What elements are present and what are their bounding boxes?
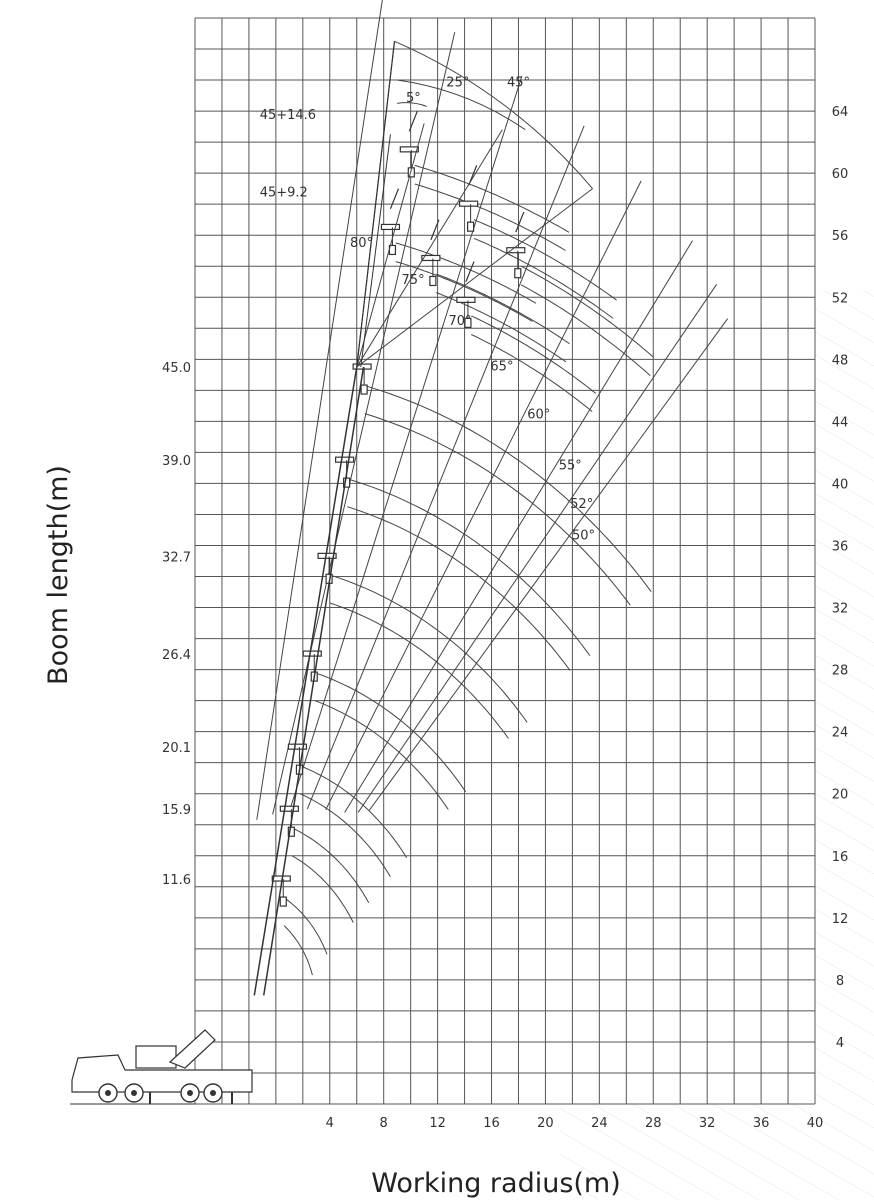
hook-block bbox=[515, 269, 521, 278]
hook-block bbox=[430, 276, 436, 285]
y-tick-label: 8 bbox=[835, 973, 845, 989]
y-tick-label: 28 bbox=[831, 663, 849, 679]
y-tick-label: 40 bbox=[831, 477, 849, 493]
y-tick-label: 16 bbox=[831, 849, 849, 865]
y-tick-label: 60 bbox=[831, 167, 849, 183]
jib-offset-label: 45° bbox=[506, 75, 531, 91]
x-tick-label: 28 bbox=[644, 1116, 662, 1131]
boom-length-label: 26.4 bbox=[162, 648, 191, 664]
boom-angle-label: 75° bbox=[401, 272, 425, 288]
boom-length-label: 20.1 bbox=[162, 741, 191, 757]
boom-length-label: 32.7 bbox=[162, 550, 191, 566]
jib-length-label: 45+14.6 bbox=[259, 107, 317, 123]
x-tick-label: 16 bbox=[483, 1116, 500, 1131]
hook-block bbox=[280, 897, 286, 906]
x-tick-label: 24 bbox=[591, 1116, 608, 1131]
sheave-block bbox=[460, 201, 478, 206]
y-tick-label: 56 bbox=[831, 229, 849, 245]
y-tick-label: 4 bbox=[835, 1035, 845, 1051]
x-tick-label: 4 bbox=[325, 1116, 334, 1131]
y-tick-label: 44 bbox=[831, 415, 849, 431]
boom-angle-label: 80° bbox=[349, 235, 373, 251]
superstructure bbox=[136, 1046, 176, 1068]
x-tick-label: 12 bbox=[429, 1116, 446, 1131]
y-tick-label: 52 bbox=[831, 291, 849, 307]
boom-angle-label: 65° bbox=[490, 359, 514, 375]
boom-angle-label: 60° bbox=[527, 407, 551, 423]
jib-length-label: 45+9.2 bbox=[259, 185, 308, 201]
wheel-hub bbox=[131, 1090, 137, 1096]
boom-angle-label: 55° bbox=[558, 458, 582, 474]
x-tick-label: 40 bbox=[806, 1116, 824, 1131]
sheave-block bbox=[400, 147, 418, 152]
boom-angle-label: 70° bbox=[448, 314, 472, 330]
boom-length-label: 11.6 bbox=[162, 873, 191, 889]
x-axis-title: Working radius(m) bbox=[371, 1168, 621, 1199]
boom-angle-label: 52° bbox=[570, 497, 594, 513]
jib-offset-label: 25° bbox=[446, 75, 470, 91]
wheel-hub bbox=[210, 1090, 216, 1096]
y-tick-label: 20 bbox=[831, 787, 849, 803]
sheave-block bbox=[336, 457, 354, 462]
x-tick-label: 8 bbox=[379, 1116, 388, 1131]
y-tick-label: 64 bbox=[831, 105, 849, 121]
boom-length-label: 15.9 bbox=[162, 803, 191, 819]
wheel-hub bbox=[105, 1090, 111, 1096]
plot-background bbox=[195, 18, 815, 1104]
hook-block bbox=[468, 222, 474, 231]
sheave-block bbox=[280, 806, 298, 811]
y-tick-label: 24 bbox=[831, 725, 849, 741]
y-tick-label: 32 bbox=[831, 601, 849, 617]
jib-offset-label: 5° bbox=[405, 90, 421, 106]
x-tick-label: 32 bbox=[698, 1116, 716, 1131]
boom-length-label: 45.0 bbox=[162, 361, 191, 377]
boom-length-label: 39.0 bbox=[162, 454, 191, 470]
sheave-block bbox=[381, 224, 399, 229]
x-tick-label: 36 bbox=[752, 1116, 770, 1131]
x-tick-label: 20 bbox=[537, 1116, 554, 1131]
y-axis-title: Boom length(m) bbox=[43, 465, 74, 685]
y-tick-label: 12 bbox=[831, 911, 849, 927]
y-tick-label: 36 bbox=[831, 539, 849, 555]
wheel-hub bbox=[187, 1090, 193, 1096]
y-tick-label: 48 bbox=[831, 353, 849, 369]
sheave-block bbox=[457, 297, 475, 302]
hook-block bbox=[361, 385, 367, 394]
boom-angle-label: 50° bbox=[571, 528, 596, 544]
